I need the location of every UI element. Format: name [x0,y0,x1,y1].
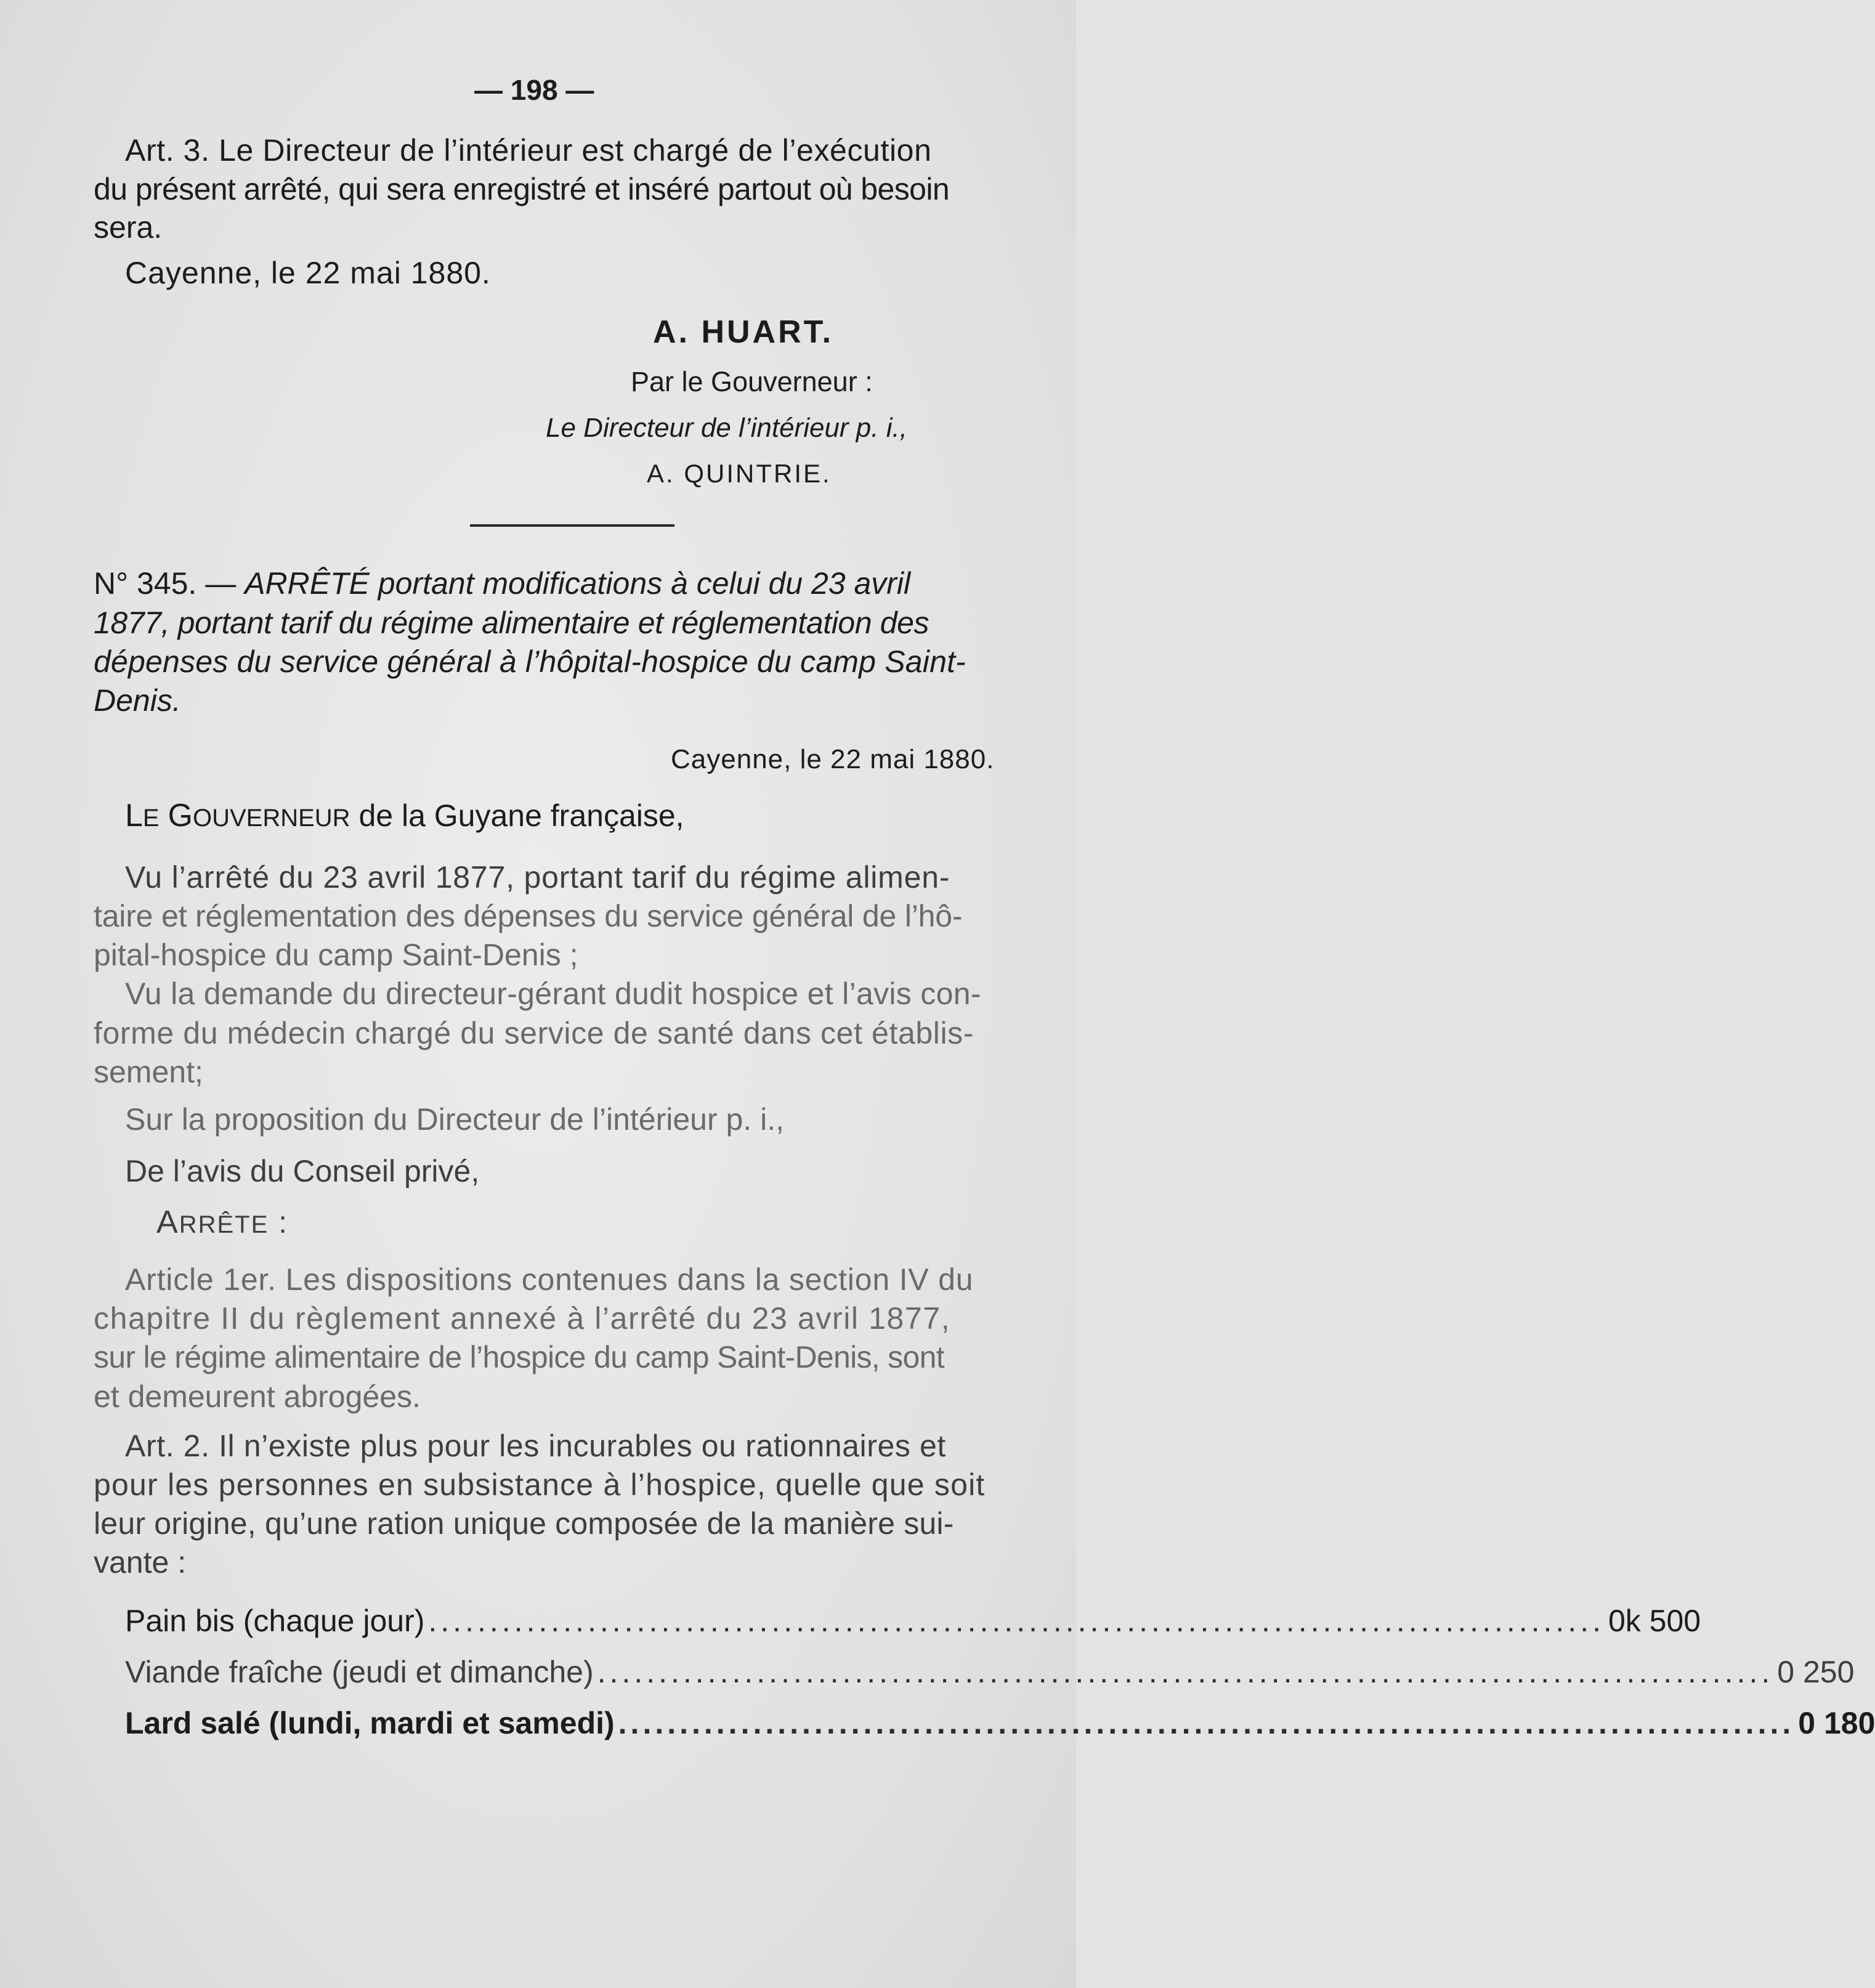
governor-rest: de la Guyane française, [350,798,684,833]
art1-line-1: Article 1er. Les dispositions contenues dans la section IV du [125,1262,974,1297]
governor-line [125,797,684,837]
art1-line-2: chapitre II du règlement annexé à l’arrêté du 23 avril 1877, [94,1301,951,1336]
vu1-line-3: pital-hospice du camp Saint-Denis ; [94,938,578,972]
art3-line-2: du présent arrêté, qui sera enregistré et inséré partout où besoin [94,172,950,206]
ration-row [125,1653,1855,1691]
vu2-line-1: Vu la demande du directeur-gérant dudit hospice et l’avis con- [125,976,981,1011]
decree-number: N° 345. — [94,566,245,601]
signature-name: A. HUART. [653,314,834,350]
art2-line-1: Art. 2. Il n’existe plus pour les incurables ou rationnaires et [125,1429,946,1463]
ration-row [125,1602,1701,1640]
ration-row [125,1704,1875,1742]
arrete-heading [156,1203,288,1244]
decree-title-italic: ARRÊTÉ portant modifications à celui du 23 avril [245,566,911,601]
governor-sc-2: E [142,805,160,832]
ration-qty: 0k 500 [1608,1604,1701,1638]
art2-line-4: vante : [94,1545,187,1580]
separator-rule [470,524,674,527]
decree-title-line-1 [94,564,1025,602]
dot-leader: ................................................................................................ [428,1604,1605,1638]
decree-title-line-4: Denis. [94,683,181,718]
art3-line-1: Art. 3. Le Directeur de l’intérieur est chargé de l’exécution [125,133,932,168]
governor-sc-4: OUVERNEUR [192,805,350,832]
governor-sc-3: G [168,798,193,834]
art2-line-2: pour les personnes en subsistance à l’hospice, quelle que soit [94,1467,986,1502]
governor-sc-1: L [125,798,143,834]
decree-title-line-3: dépenses du service général à l’hôpital-hospice du camp Saint- [94,644,966,679]
vu1-line-2: taire et réglementation des dépenses du service général de l’hô- [94,899,963,933]
art1-line-3: sur le régime alimentaire de l’hospice du camp Saint-Denis, sont [94,1340,944,1374]
de-l-avis: De l’avis du Conseil privé, [125,1154,480,1188]
arrete-rest: : [269,1205,289,1239]
ration-item: Lard salé (lundi, mardi et samedi) [125,1706,615,1740]
art2-line-3: leur origine, qu’une ration unique composée de la manière sui- [94,1506,954,1541]
signature-role: Le Directeur de l’intérieur p. i., [546,413,907,443]
decree-place-date: Cayenne, le 22 mai 1880. [671,744,995,774]
signature-by: Par le Gouverneur : [631,366,873,397]
sur-proposition: Sur la proposition du Directeur de l’intérieur p. i., [125,1102,784,1137]
art3-line-3: sera. [94,210,163,245]
arrete-sc-1: A [156,1204,179,1240]
arrete-sc-2: RRÊTE [179,1211,269,1238]
vu2-line-3: sement; [94,1055,203,1089]
dot-leader: ................................................................................................ [618,1706,1795,1740]
ration-item: Pain bis (chaque jour) [125,1604,425,1638]
dot-leader: ................................................................................................ [597,1655,1774,1689]
vu2-line-2: forme du médecin chargé du service de santé dans cet établis- [94,1016,974,1050]
art1-line-4: et demeurent abrogées. [94,1379,421,1414]
signature-signatory: A. QUINTRIE. [647,459,832,488]
ration-qty: 0 250 [1777,1655,1855,1689]
ration-item: Viande fraîche (jeudi et dimanche) [125,1655,594,1689]
ration-qty: 0 180 [1798,1706,1875,1740]
place-date-1: Cayenne, le 22 mai 1880. [125,256,491,290]
decree-title-line-2: 1877, portant tarif du régime alimentaire et réglementation des [94,606,929,640]
page-number: — 198 — [474,74,594,106]
vu1-line-1: Vu l’arrêté du 23 avril 1877, portant tarif du régime alimen- [125,860,950,895]
